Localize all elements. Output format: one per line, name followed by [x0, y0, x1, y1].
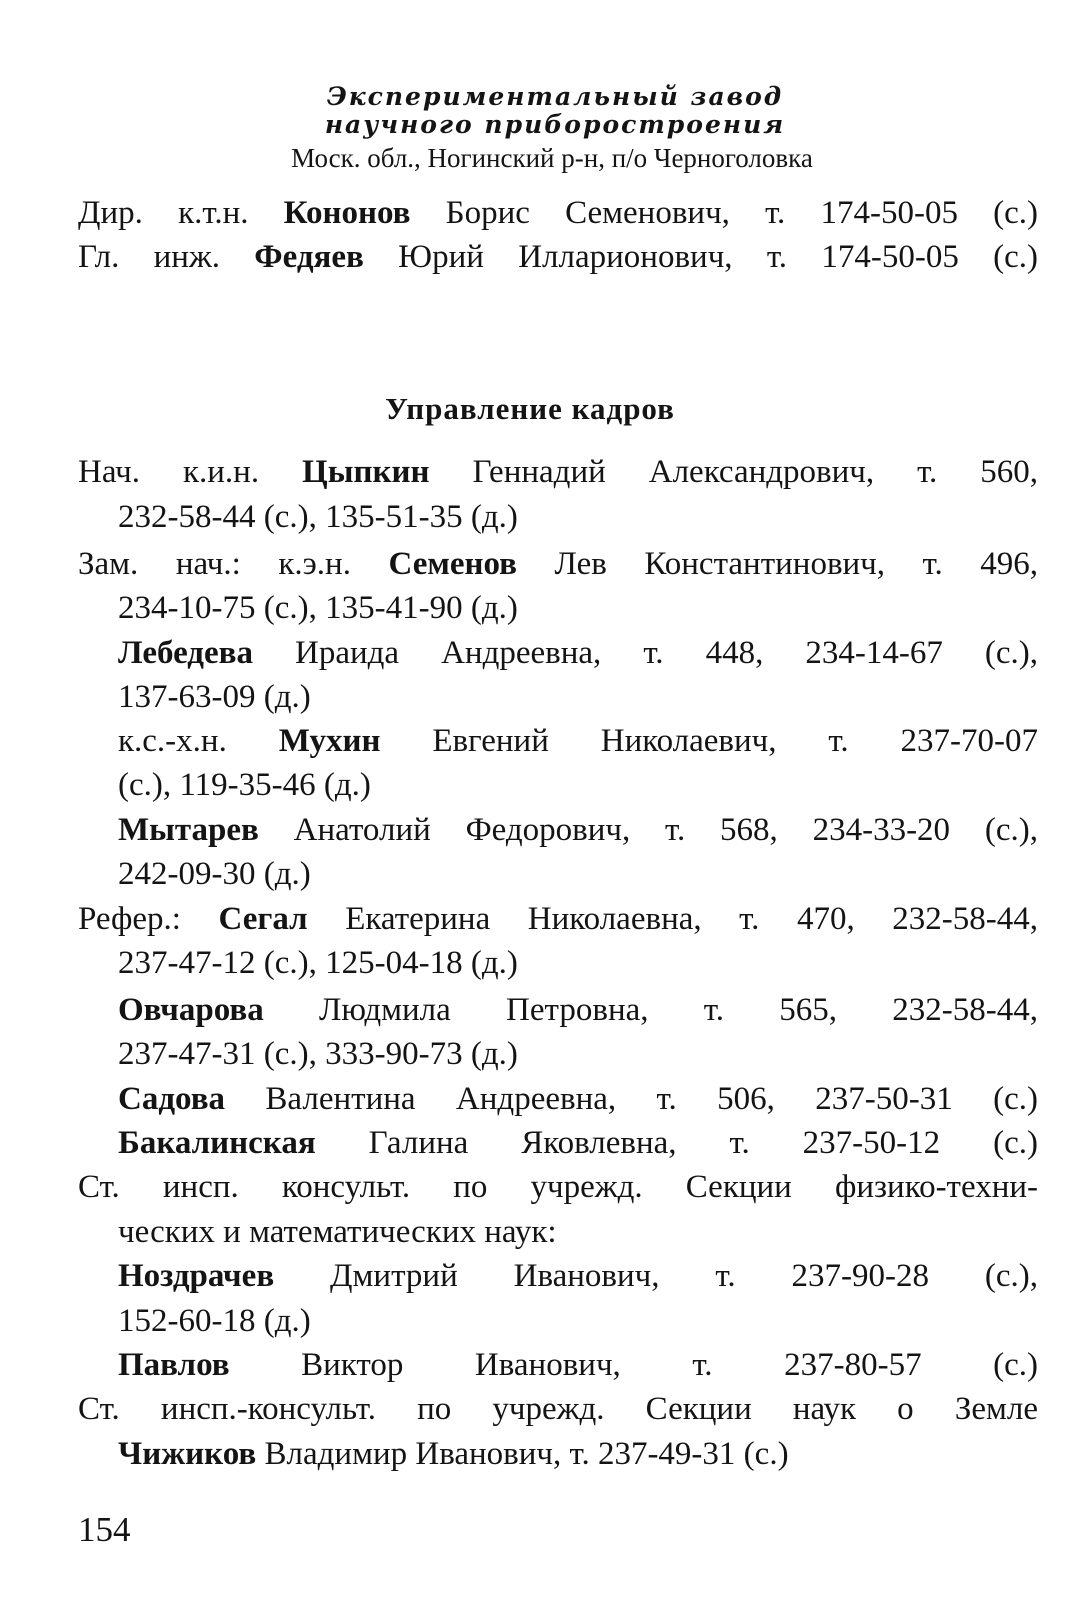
line-text: ческих и математических наук:	[118, 1214, 557, 1250]
section-title: Управление кадров	[385, 391, 675, 426]
title-prefix: Гл. инж.	[78, 239, 255, 275]
person-surname: Сегал	[218, 901, 308, 937]
entry-line	[118, 810, 1038, 850]
entry-line	[118, 721, 1038, 761]
entry-line	[78, 899, 1038, 939]
entry-line	[118, 1256, 1038, 1296]
person-surname: Лебедева	[118, 635, 253, 671]
entry-line	[118, 588, 518, 628]
entry-line	[118, 677, 311, 717]
org-name-line-1: Экспериментальный завод	[326, 82, 784, 111]
person-surname: Овчарова	[118, 992, 264, 1028]
entry-line	[118, 1212, 557, 1252]
entry-line	[118, 990, 1038, 1030]
entry-line	[118, 1345, 1038, 1385]
line-text: Виктор Иванович, т. 237-80-57 (с.)	[229, 1347, 1038, 1383]
person-surname: Павлов	[118, 1347, 230, 1383]
line-prefix: Ст. инсп. консульт. по учрежд. Секции физико-техни-	[78, 1169, 1038, 1205]
line-text: Людмила Петровна, т. 565, 232-58-44,	[263, 992, 1038, 1028]
person-surname: Цыпкин	[302, 454, 430, 490]
line-text: 237-47-31 (с.), 333-90-73 (д.)	[118, 1036, 518, 1072]
person-surname: Садова	[118, 1081, 226, 1117]
entry-line	[78, 452, 1038, 492]
person-surname: Чижиков	[118, 1436, 257, 1472]
person-surname: Ноздрачев	[118, 1258, 275, 1294]
person-details: Юрий Илларионович, т. 174-50-05 (с.)	[363, 239, 1038, 275]
line-prefix: Зам. нач.: к.э.н.	[78, 546, 389, 582]
line-prefix: Нач. к.и.н.	[78, 454, 303, 490]
person-surname: Мытарев	[118, 812, 259, 848]
person-surname: Мухин	[278, 723, 381, 759]
person-surname: Семенов	[388, 546, 517, 582]
entry-line	[118, 1034, 518, 1074]
person-details: Борис Семенович, т. 174-50-05 (с.)	[410, 195, 1038, 231]
staff-line	[78, 193, 1038, 233]
line-prefix: Рефер.:	[78, 901, 219, 937]
line-text: Анатолий Федорович, т. 568, 234-33-20 (с.),	[258, 812, 1038, 848]
entry-line	[78, 1167, 1038, 1207]
entry-line	[118, 497, 518, 537]
entry-line	[78, 1389, 1038, 1429]
line-prefix: Ст. инсп.-консульт. по учрежд. Секции наук о Земле	[78, 1391, 1038, 1427]
line-text: 234-10-75 (с.), 135-41-90 (д.)	[118, 590, 518, 626]
line-text: Галина Яковлевна, т. 237-50-12 (с.)	[315, 1125, 1038, 1161]
entry-line	[118, 1079, 1038, 1119]
line-text: (с.), 119-35-46 (д.)	[118, 767, 371, 803]
entry-line	[118, 943, 518, 983]
line-text: Владимир Иванович, т. 237-49-31 (с.)	[256, 1436, 789, 1472]
entry-line	[118, 854, 311, 894]
line-text: Евгений Николаевич, т. 237-70-07	[380, 723, 1038, 759]
person-surname: Бакалинская	[118, 1125, 316, 1161]
line-text: Дмитрий Иванович, т. 237-90-28 (с.),	[274, 1258, 1038, 1294]
person-surname: Федяев	[254, 239, 364, 275]
line-text: 137-63-09 (д.)	[118, 679, 311, 715]
line-text: Валентина Андреевна, т. 506, 237-50-31 (с.)	[225, 1081, 1038, 1117]
line-text: 152-60-18 (д.)	[118, 1303, 311, 1339]
entry-line	[118, 1434, 789, 1474]
line-prefix: к.с.-х.н.	[118, 723, 279, 759]
line-text: 232-58-44 (с.), 135-51-35 (д.)	[118, 499, 518, 535]
line-text: Лев Константинович, т. 496,	[516, 546, 1038, 582]
entry-line	[118, 633, 1038, 673]
title-prefix: Дир. к.т.н.	[78, 195, 284, 231]
page-number: 154	[78, 1510, 131, 1549]
line-text: Геннадий Александрович, т. 560,	[429, 454, 1038, 490]
entry-line	[118, 1123, 1038, 1163]
line-text: Ираида Андреевна, т. 448, 234-14-67 (с.),	[252, 635, 1038, 671]
org-name-line-2: научного приборостроения	[324, 110, 786, 139]
entry-line	[78, 544, 1038, 584]
person-surname: Кононов	[283, 195, 411, 231]
staff-line	[78, 237, 1038, 277]
line-text: 242-09-30 (д.)	[118, 856, 311, 892]
line-text: Екатерина Николаевна, т. 470, 232-58-44,	[307, 901, 1038, 937]
entry-line	[118, 765, 371, 805]
org-address: Моск. обл., Ногинский р-н, п/о Черноголовка	[291, 143, 813, 173]
entry-line	[118, 1301, 311, 1341]
line-text: 237-47-12 (с.), 125-04-18 (д.)	[118, 945, 518, 981]
